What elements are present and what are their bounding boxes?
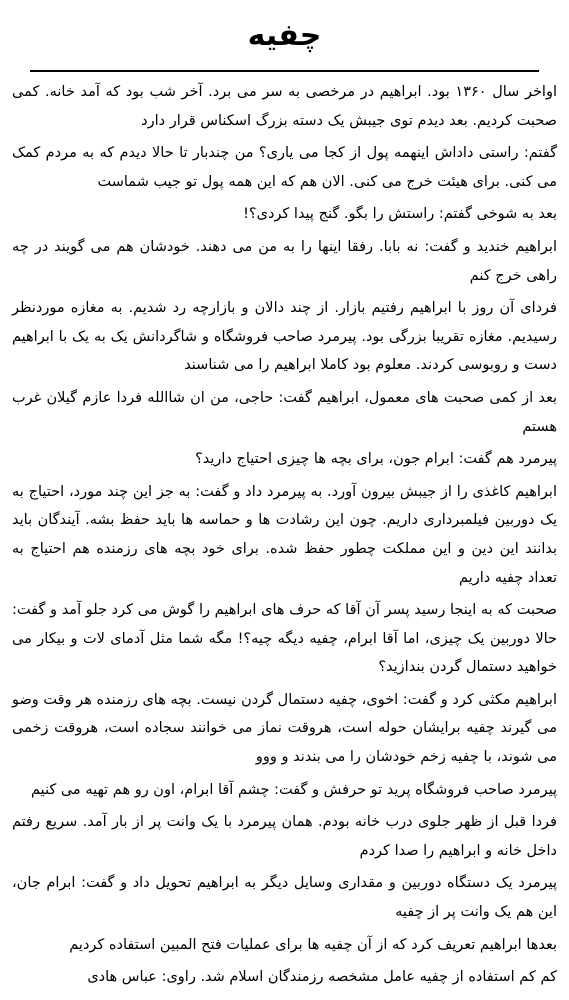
paragraph-4: ابراهیم خندید و گفت: نه بابا. رفقا اینها را به من می دهند. خودشان هم می گویند در چه راهی خرج کنم [12,238,557,284]
paragraph-11: پیرمرد صاحب فروشگاه پرید تو حرفش و گفت: چشم آقا ابرام، اون رو هم تهیه می کنیم [30,781,557,798]
title-divider [30,70,539,72]
paragraph-9: صحبت که به اینجا رسید پسر آن آقا که حرف های ابراهیم را گوش می کرد جلو آمد و گفت: حالا دوربین یک چیزی، اما آقا ابرام، چفیه دیگه چیه؟! مگه شما مثل آدمای لات و بیکار می خواهید دستمال گردن بندازید؟ [12,602,557,676]
paragraph-13: پیرمرد یک دستگاه دوربین و مقداری وسایل دیگر به ابراهیم تحویل داد و گفت: ابرام جان، این هم یک وانت پر از چفیه [12,875,557,921]
paragraph-1: اواخر سال ۱۳۶۰ بود. ابراهیم در مرخصی به سر می برد. آخر شب بود که آمد خانه. کمی صحبت کردیم. بعد دیدم توی جیبش یک دسته بزرگ اسکناس قرار دارد [12,84,557,129]
paragraph-12: فردا قبل از ظهر جلوی درب خانه بودم. همان پیرمرد با یک وانت پر از بار آمد. سریع رفتم داخل خانه و ابراهیم را صدا کردم [12,814,557,859]
paragraph-14: بعدها ابراهیم تعریف کرد که از آن چفیه ها برای عملیات فتح المبین استفاده کردیم [69,936,557,953]
paragraph-10: ابراهیم مکثی کرد و گفت: اخوی، چفیه دستمال گردن نیست. بچه های رزمنده هر وقت وضو می گیرند چفیه برایشان حوله است، هروقت نماز می خوانند سجاده است، هروقت زخمی می شوند، با چفیه زخم خودشان را می بندند و ووو [12,691,557,766]
paragraph-15: کم کم استفاده از چفیه عامل مشخصه رزمندگان اسلام شد. راوی: عباس هادی [87,969,557,986]
paragraph-8: ابراهیم کاغذی را از جیبش بیرون آورد. به پیرمرد داد و گفت: به جز این چند مورد، احتیاج به یک دوربین فیلمبرداری داریم. چون این رشادت ها و حماسه ها باید حفظ بشه. آیندگان باید بدانند این دین و این مملکت چطور حفظ شده. برای خود بچه های رزمنده هم احتیاج به تعداد چفیه داریم [12,483,557,586]
paragraph-7: پیرمرد هم گفت: ابرام جون، برای بچه ها چیزی احتیاج دارید؟ [195,451,557,468]
paragraph-6: بعد از کمی صحبت های معمول، ابراهیم گفت: حاجی، من ان شاالله فردا عازم گیلان غرب هستم [12,389,557,435]
paragraph-3: بعد به شوخی گفتم: راستش را بگو. گنج پیدا کردی؟! [243,206,557,223]
article-body [12,78,557,992]
paragraph-5: فردای آن روز با ابراهیم رفتیم بازار. از چند دالان و بازارچه رد شدیم. به مغازه موردنظر رسیدیم. مغازه تقریبا بزرگی بود. پیرمرد صاحب فروشگاه و شاگردانش یک به یک با ابراهیم دست و روبوسی کردند. معلوم بود کاملا ابراهیم را می شناسند [12,300,557,374]
page-title: چفیه [247,18,322,53]
paragraph-2: گفتم: راستی داداش اینهمه پول از کجا می یاری؟ من چندبار تا حالا دیدم که به مردم کمک می کنی. برای هیئت خرج می کنی. الان هم که این همه پول تو جیب شماست [12,145,557,190]
